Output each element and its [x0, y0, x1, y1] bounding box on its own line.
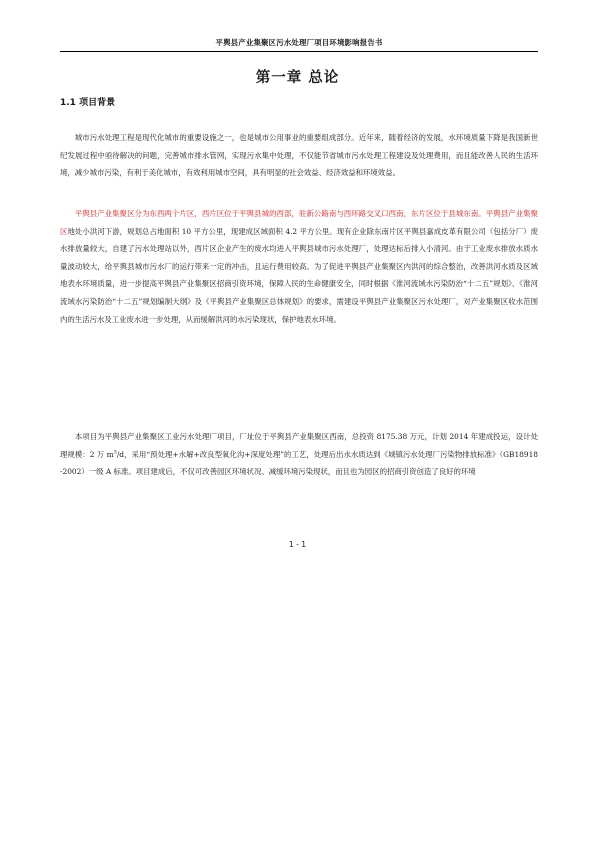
- paragraph-intro: 城市污水处理工程是现代化城市的重要设施之一，也是城市公用事业的重要组成部分。近年来，随着经济的发展，水环境质量下降是我国新世纪发展过程中亟待解决的问题，完善城市排水管网，实现污水集中处理，不仅能节省城市污水处理工程建设及处理费用，而且能改善人民的生活环境，减少城市污染，有利于美化城市，有效利用城市空间，具有明显的社会效益、经济效益和环境效益。: [60, 133, 538, 178]
- paragraph-text-b: /d，采用“预处理+水解+改良型氧化沟+深度处理”的工艺，处理后出水水质达到《城镇污水处理厂污染物排放标准》（GB18918-2002）一级 A 标准。项目建成后，不仅可改善园区环境状况、减缓环境污染现状，而且也为园区的招商引资创造了良好的环境: [60, 449, 538, 477]
- paragraph-text: 地处小洪河下游，规划总占地面积 10 平方公里，现建成区域面积 4.2 平方公里。现有企业除东南片区平舆县嘉成皮革有限公司（包括分厂）废水排放量较大，自建了污水处理站以外，西片区企业产生的废水均进入平舆县城市污水处理厂，处理达标后排入小清河。由于工业废水排放水质水量波动较大，给平舆县城市污水厂的运行带来一定的冲击，且运行费用较高。为了促进平舆县产业集聚区内洪河的综合整治，改善洪河水质及区域地表水环境质量，进一步提高平舆县产业集聚区招商引资环境，保障人民的生命健康安全，同时根据《淮河流域水污染防治“十二五”规划》、《淮河流域水污染防治“十二五”规划编制大纲》及《平舆县产业集聚区总体规划》的要求，需建设平舆县产业集聚区污水处理厂，对产业集聚区收水范围内的生活污水及工业废水进一步处理，从而缓解洪河的水污染现状，保护地表水环境。: [60, 226, 538, 324]
- running-header: 平舆县产业集聚区污水处理厂项目环境影响报告书: [215, 38, 383, 47]
- chapter-title: 第一章 总论: [255, 70, 340, 86]
- paragraph-project-summary: [60, 428, 538, 481]
- paragraph-text-a: 本项目为平舆县产业集聚区工业污水处理厂项目，厂址位于平舆县产业集聚区西南，总投资 8175.38 万元，计划 2014 年建成投运，设计处理规模：2 万 m: [60, 432, 538, 459]
- paragraph-project-area: [60, 205, 538, 328]
- highlighted-text: 平舆县产业集聚区分为东西两个片区，西片区位于平舆县城的西部，驻新公路南与西环路交叉口西南，东片区位于县城东南。平舆县产业集聚区: [60, 209, 538, 236]
- section-heading: 1.1 项目背景: [60, 98, 116, 108]
- page-number: 1 - 1: [288, 540, 307, 549]
- header-rule: [60, 51, 538, 52]
- superscript: 3: [113, 449, 117, 456]
